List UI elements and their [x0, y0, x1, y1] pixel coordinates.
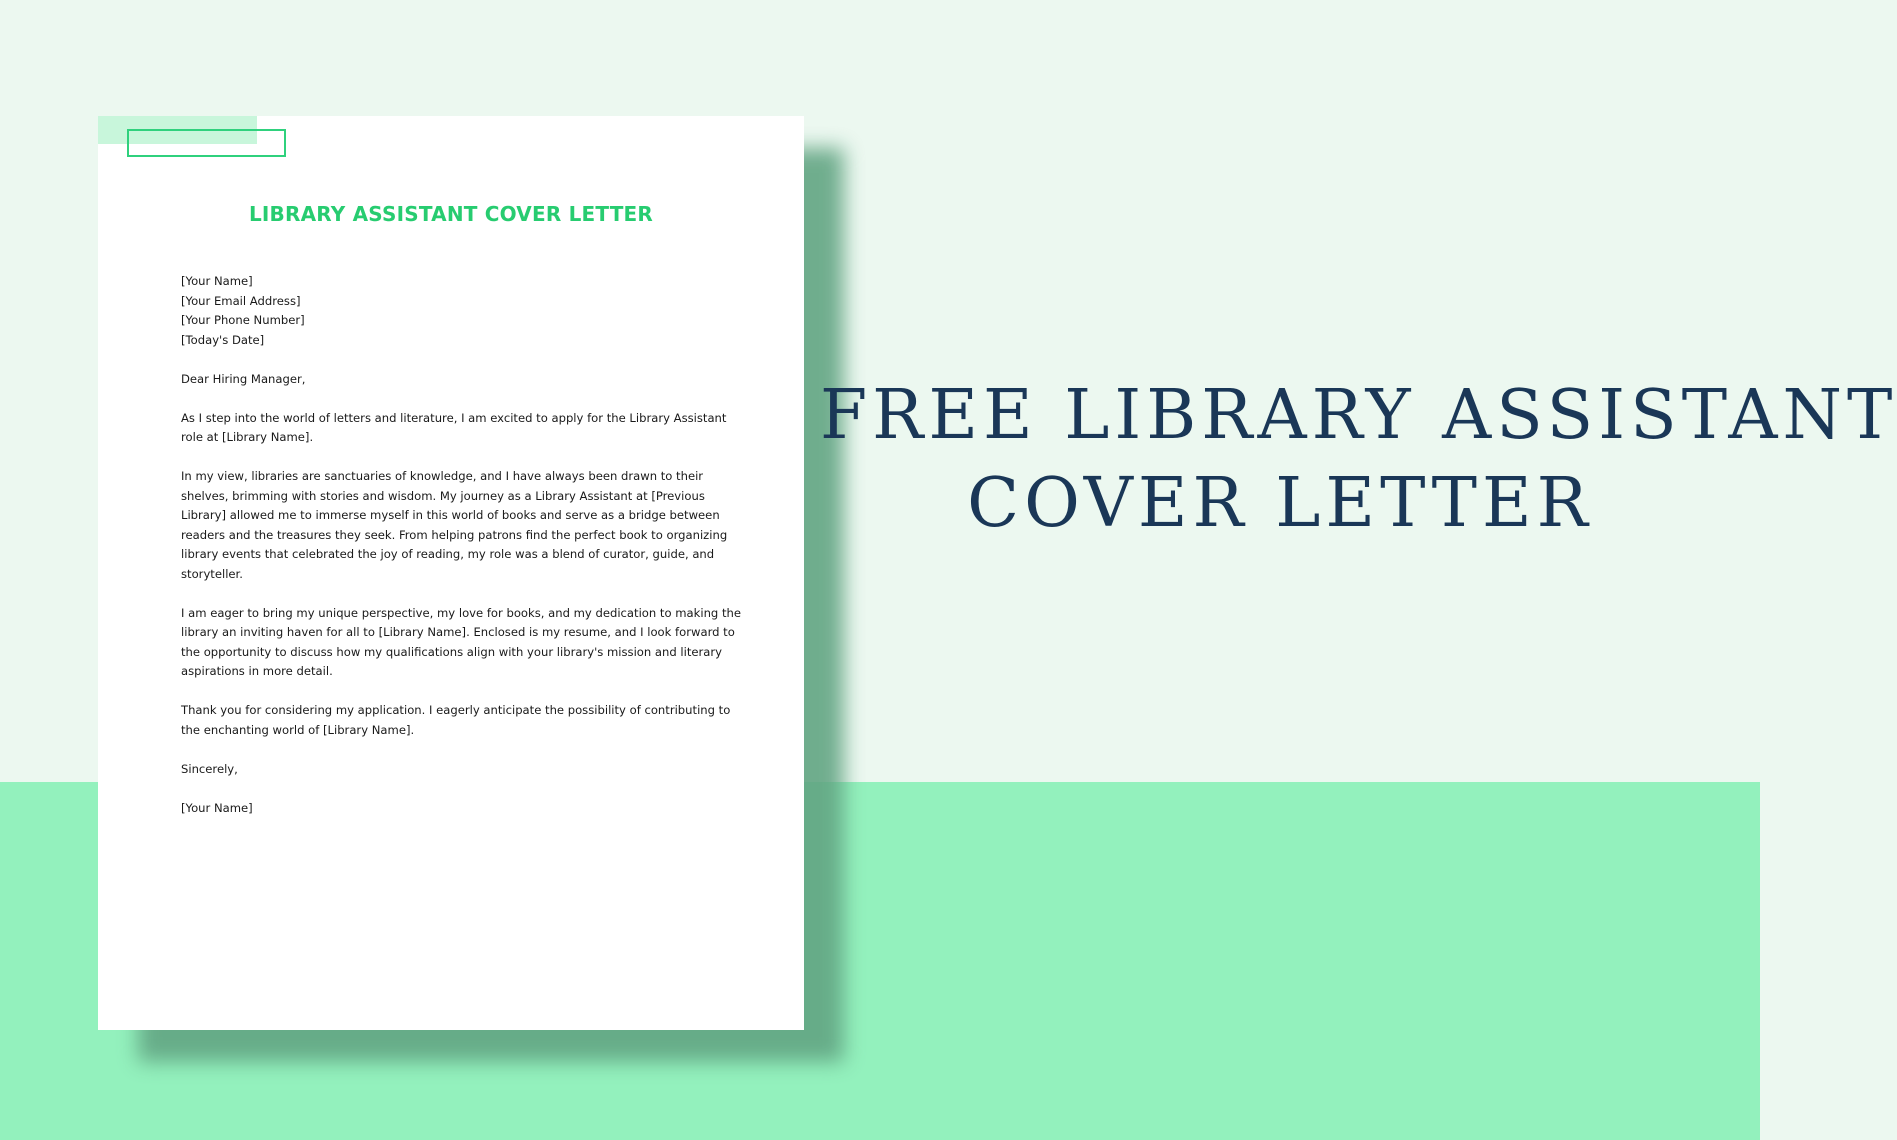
contact-email: [Your Email Address]	[181, 293, 301, 308]
promo-headline	[820, 372, 1897, 548]
letter-paragraph-2: In my view, libraries are sanctuaries of knowledge, and I have always been drawn to their shelves, brimming with stories and wisdom. My journey as a Library Assistant at [Previous Library] allowed me to immerse myself in this world of books and serve as a bridge between readers and the treasures they seek. From helping patrons find the perfect book to organizing library events that celebrated the joy of reading, my role was a blend of curator, guide, and storyteller.	[181, 469, 728, 581]
letter-paragraph-4: Thank you for considering my application. I eagerly anticipate the possibility of contributing to the enchanting world of [Library Name].	[181, 703, 731, 737]
contact-block	[181, 272, 741, 350]
letter-closing: Sincerely,	[181, 761, 238, 776]
document-corner-outline	[127, 129, 286, 157]
letter-greeting: Dear Hiring Manager,	[181, 371, 306, 386]
document-title: LIBRARY ASSISTANT COVER LETTER	[248, 202, 654, 226]
letter-body	[181, 272, 741, 838]
headline-line-2: COVER LETTER	[967, 464, 1593, 543]
contact-date: [Today's Date]	[181, 332, 265, 347]
document-page	[98, 116, 804, 1030]
contact-phone: [Your Phone Number]	[181, 313, 305, 327]
headline-line-1: FREE LIBRARY ASSISTANT	[820, 376, 1897, 455]
contact-name: [Your Name]	[181, 274, 253, 288]
letter-signature: [Your Name]	[181, 800, 253, 815]
letter-paragraph-1: As I step into the world of letters and literature, I am excited to apply for the Library Assistant role at [Library Name].	[181, 410, 727, 444]
letter-paragraph-3: I am eager to bring my unique perspective, my love for books, and my dedication to making the library an inviting haven for all to [Library Name]. Enclosed is my resume, and I look forward to the opportunity to discuss how my qualifications align with your library's mission and literary aspirations in more detail.	[181, 605, 742, 678]
